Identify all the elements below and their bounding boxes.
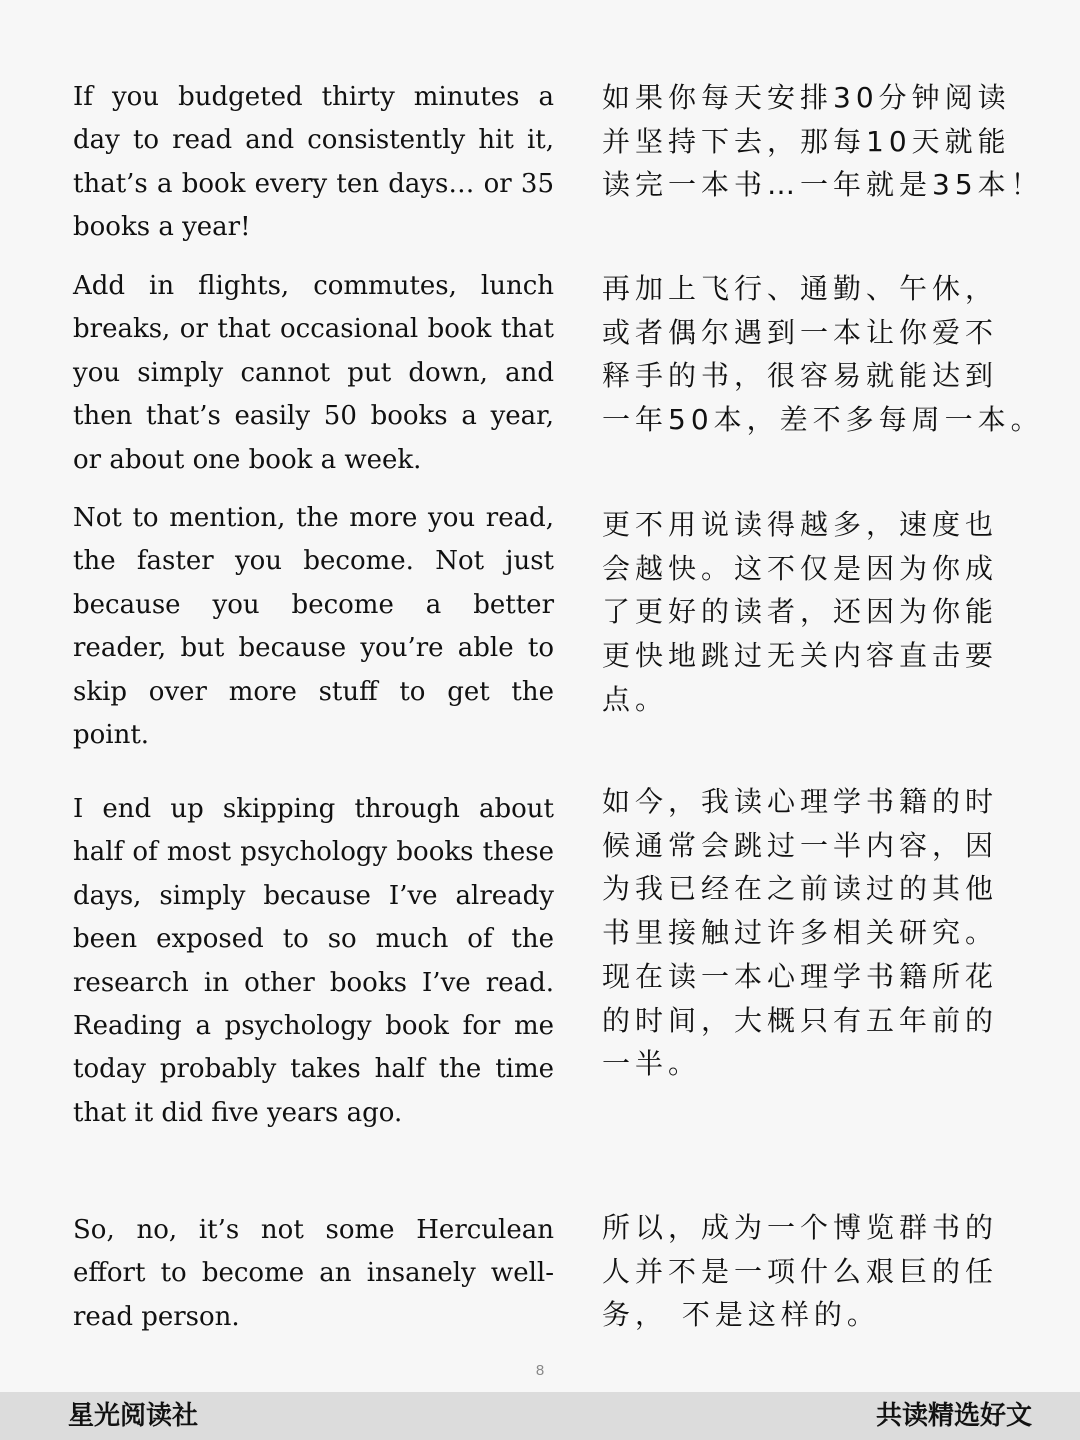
chinese-line: 为我已经在之前读过的其他 (602, 872, 999, 906)
footer-brand: 星光阅读社 (68, 1401, 199, 1431)
chinese-line: 如果你每天安排30分钟阅读 (602, 81, 1011, 114)
chinese-line: 更快地跳过无关内容直击要 (602, 639, 999, 673)
chinese-line: 了更好的读者，还因为你能 (602, 595, 999, 629)
chinese-line: 释手的书，很容易就能达到 (602, 359, 999, 393)
chinese-line: 所以，成为一个博览群书的 (602, 1211, 999, 1244)
english-paragraph-3: Not to mention, the more you read, the faster you become. Not just because you become a better reader, but because you’re able to skip over more stuff to get the point. (73, 503, 554, 751)
chinese-paragraph-4 (602, 780, 1022, 1086)
chinese-line: 会越快。这不仅是因为你成 (602, 551, 999, 585)
english-paragraph-5: So, no, it’s not some Herculean effort to become an insanely well-read person. (73, 1215, 554, 1332)
chinese-line: 现在读一本心理学书籍所花 (602, 959, 999, 993)
chinese-line: 人并不是一项什么艰巨的任 (602, 1254, 999, 1288)
chinese-line: 书里接触过许多相关研究。 (602, 916, 999, 950)
english-paragraph-1: If you budgeted thirty minutes a day to read and consistently hit it, that’s a book every ten days… or 35 books a year! (73, 82, 554, 243)
chinese-paragraph-1 (602, 76, 1044, 207)
page-number: 8 (535, 1362, 545, 1379)
chinese-line: 候通常会跳过一半内容，因 (602, 828, 999, 862)
english-paragraph-4: I end up skipping through about half of most psychology books these days, simply because I’ve already been exposed to so much of the research in other books I’ve read. Reading a psychology book for me today probably takes half the time that it did five years ago. (73, 794, 554, 1128)
chinese-line: 点。 (602, 682, 669, 716)
chinese-line: 一年50本，差不多每周一本。 (602, 403, 1044, 437)
chinese-line: 如今，我读心理学书籍的时 (602, 785, 999, 818)
chinese-line: 的时间，大概只有五年前的 (602, 1003, 999, 1037)
chinese-paragraph-2 (602, 267, 1044, 442)
chinese-line: 读完一本书…一年就是35本！ (602, 168, 1044, 202)
footer-bar (0, 1392, 1080, 1440)
english-paragraph-2: Add in flights, commutes, lunch breaks, or that occasional book that you simply cannot put down, and then that’s easily 50 books a year, or about one book a week. (73, 271, 554, 475)
footer-tagline: 共读精选好文 (875, 1401, 1032, 1431)
chinese-line: 并坚持下去，那每10天就能 (602, 124, 1011, 158)
chinese-paragraph-3 (602, 503, 1022, 722)
chinese-line: 或者偶尔遇到一本让你爱不 (602, 315, 999, 349)
chinese-paragraph-5 (602, 1206, 1022, 1337)
chinese-line: 更不用说读得越多，速度也 (602, 508, 999, 541)
chinese-line: 一半。 (602, 1047, 702, 1081)
chinese-line: 务， 不是这样的。 (602, 1298, 880, 1332)
chinese-line: 再加上飞行、通勤、午休， (602, 272, 999, 305)
